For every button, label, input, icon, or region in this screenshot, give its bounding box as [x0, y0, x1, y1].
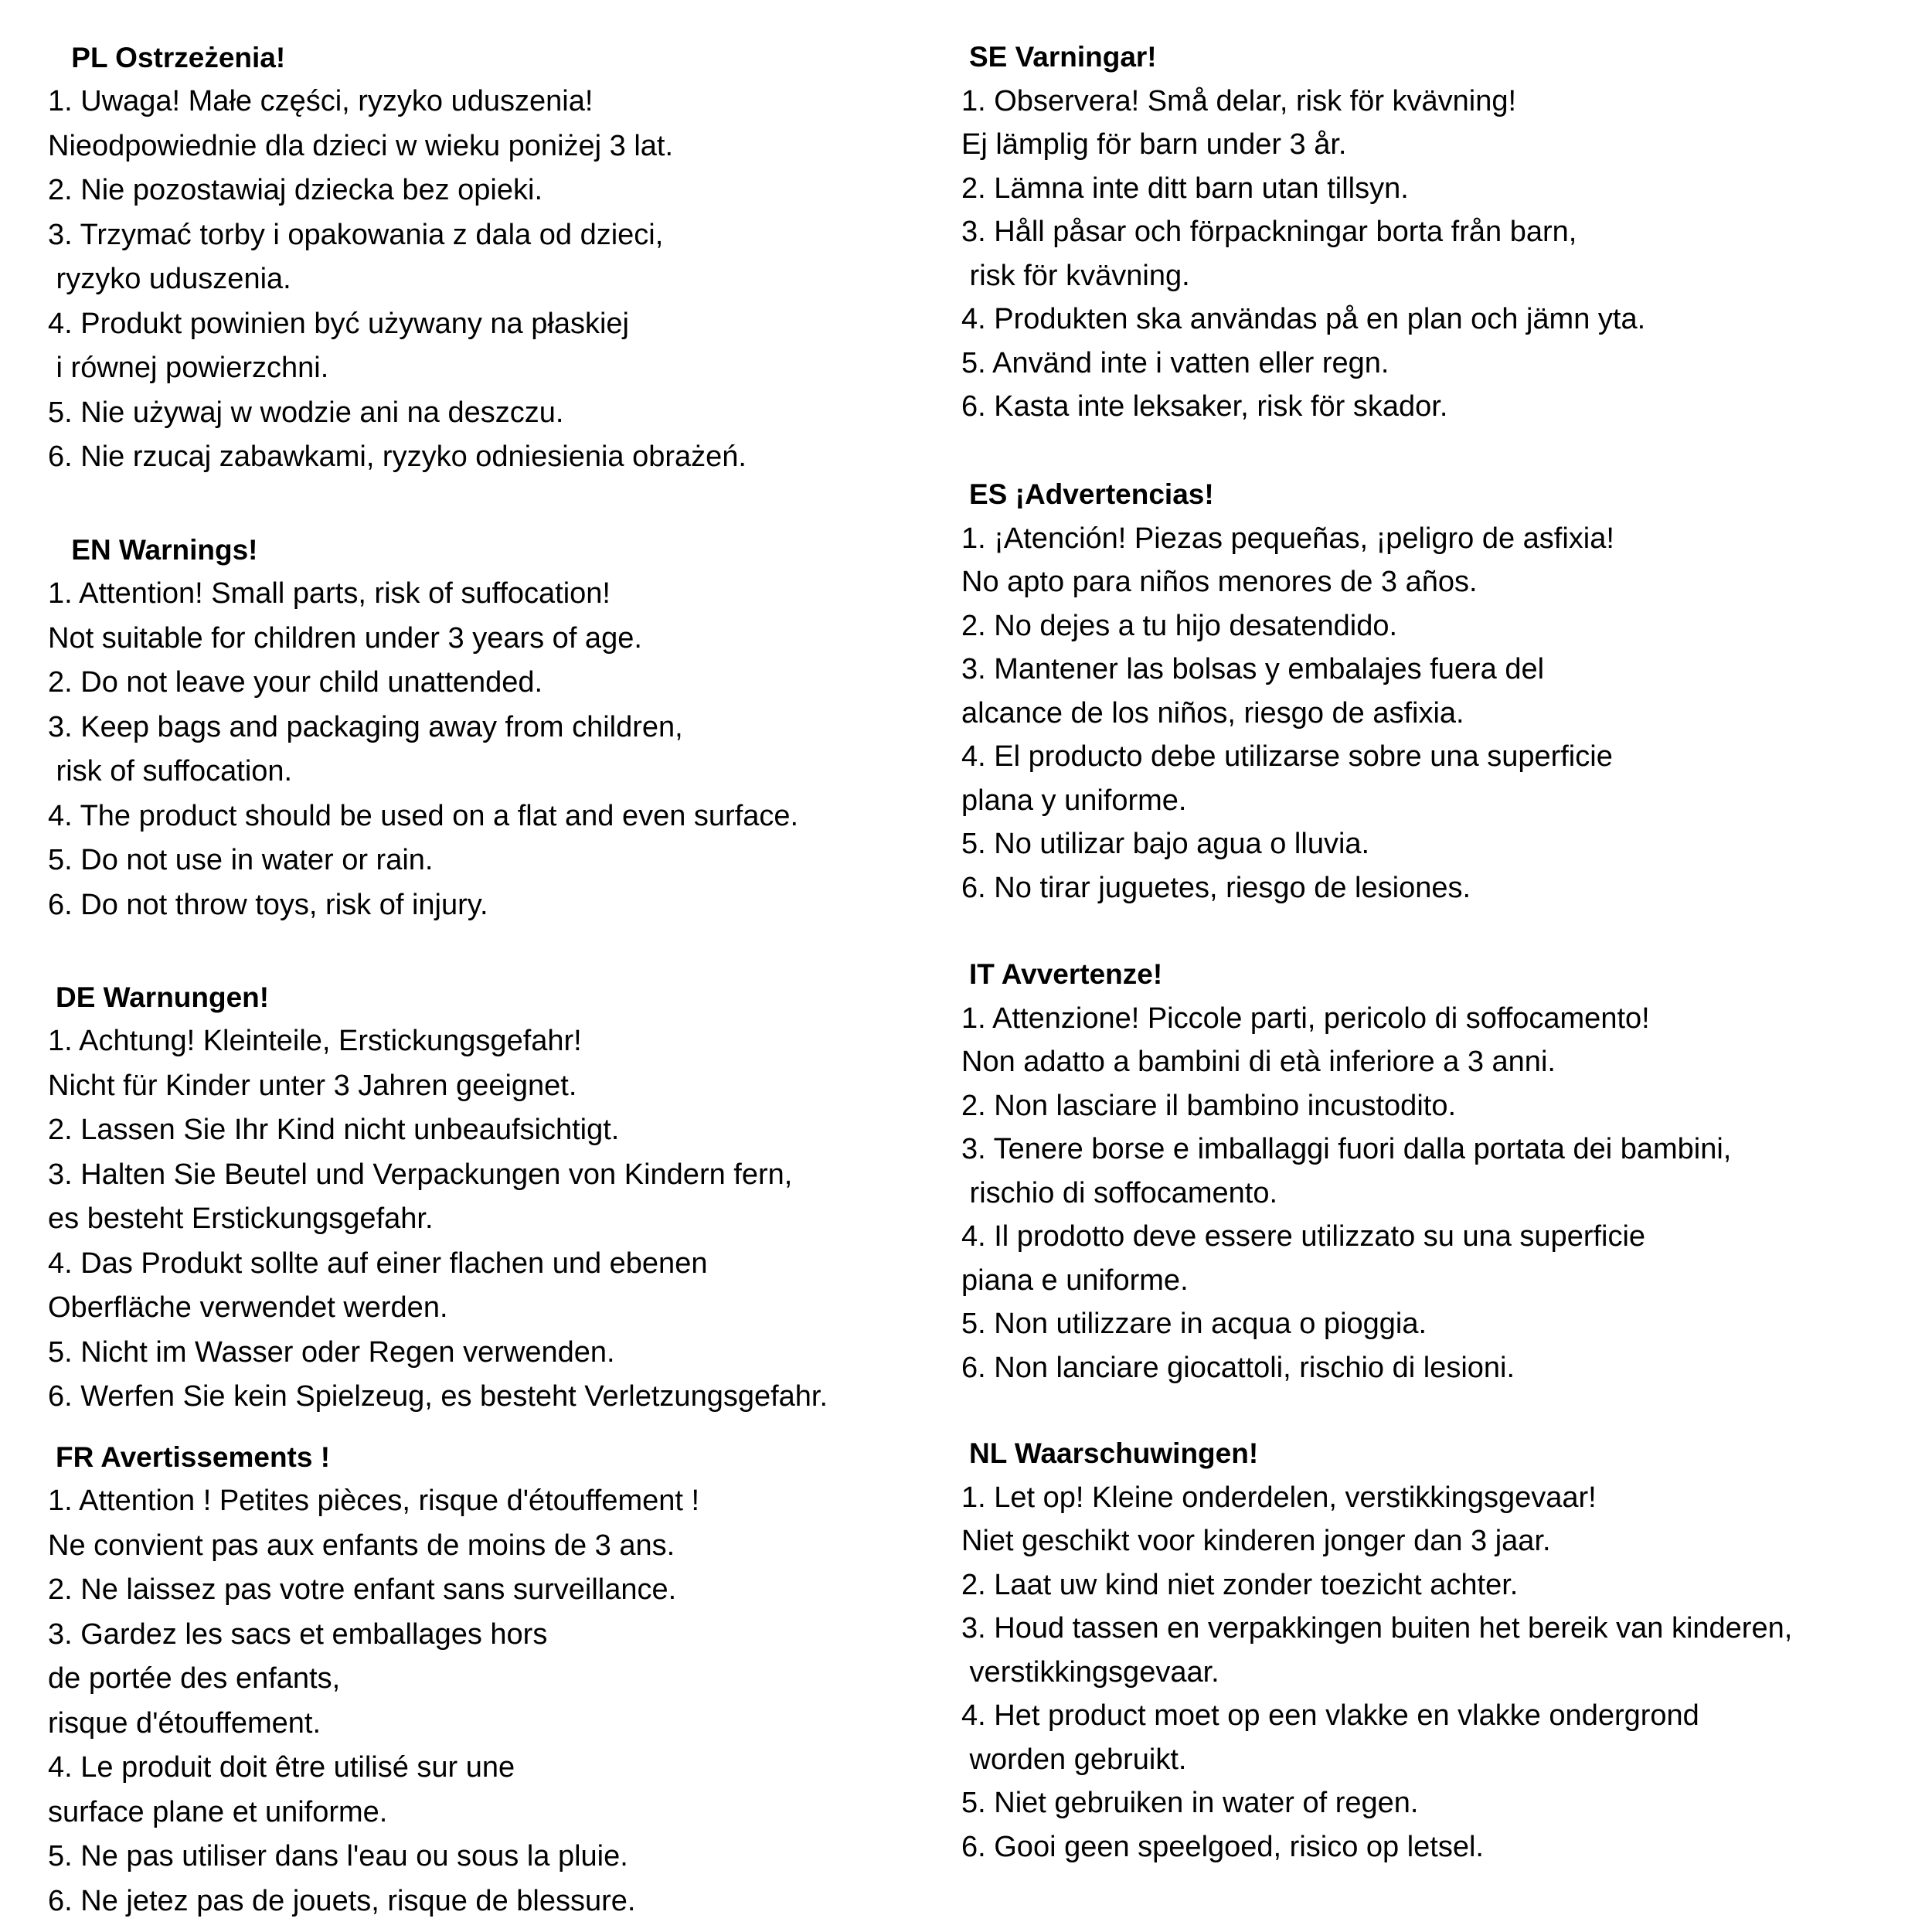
line-fr-9: 5. Ne pas utiliser dans l'eau ou sous la pluie.	[48, 1840, 628, 1872]
line-it-7: piana e uniforme.	[961, 1264, 1189, 1297]
line-fr-10: 6. Ne jetez pas de jouets, risque de blessure.	[48, 1884, 636, 1917]
line-se-4: 3. Håll påsar och förpackningar borta från barn,	[961, 216, 1577, 248]
line-pl-7: i równej powierzchni.	[48, 352, 329, 384]
line-fr-2: Ne convient pas aux enfants de moins de 3 ans.	[48, 1529, 675, 1562]
line-nl-5: verstikkingsgevaar.	[961, 1655, 1219, 1689]
line-fr-3: 2. Ne laissez pas votre enfant sans surveillance.	[48, 1573, 677, 1606]
line-it-1: 1. Attenzione! Piccole parti, pericolo di soffocamento!	[961, 1002, 1650, 1035]
section-pl	[48, 36, 747, 480]
line-fr-4: 3. Gardez les sacs et emballages hors	[48, 1617, 548, 1651]
line-es-8: 5. No utilizar bajo agua o lluvia.	[961, 828, 1370, 860]
line-fr-7: 4. Le produit doit être utilisé sur une	[48, 1751, 515, 1784]
line-es-4: 3. Mantener las bolsas y embalajes fuera del	[961, 653, 1545, 685]
line-nl-8: 5. Niet gebruiken in water of regen.	[961, 1787, 1419, 1819]
line-nl-1: 1. Let op! Kleine onderdelen, verstikkingsgevaar!	[961, 1481, 1597, 1514]
line-nl-3: 2. Laat uw kind niet zonder toezicht achter.	[961, 1568, 1519, 1601]
line-es-1: 1. ¡Atención! Piezas pequeñas, ¡peligro de asfixia!	[961, 522, 1614, 555]
section-it	[961, 953, 1731, 1389]
line-it-9: 6. Non lanciare giocattoli, rischio di lesioni.	[961, 1351, 1515, 1384]
line-de-9: 6. Werfen Sie kein Spielzeug, es besteht Verletzungsgefahr.	[48, 1380, 828, 1413]
line-en-6: 4. The product should be used on a flat and even surface.	[48, 799, 799, 832]
line-de-8: 5. Nicht im Wasser oder Regen verwenden.	[48, 1335, 615, 1369]
line-pl-2: Nieodpowiednie dla dzieci w wieku poniżej 3 lat.	[48, 129, 674, 162]
line-pl-8: 5. Nie używaj w wodzie ani na deszczu.	[48, 396, 564, 429]
line-se-3: 2. Lämna inte ditt barn utan tillsyn.	[961, 172, 1409, 205]
line-de-2: Nicht für Kinder unter 3 Jahren geeignet.	[48, 1069, 577, 1102]
line-it-5: rischio di soffocamento.	[961, 1176, 1278, 1209]
line-it-4: 3. Tenere borse e imballaggi fuori dalla portata dei bambini,	[961, 1133, 1732, 1165]
line-en-2: Not suitable for children under 3 years of age.	[48, 621, 642, 655]
section-fr	[48, 1435, 699, 1923]
section-es	[961, 473, 1614, 910]
line-nl-9: 6. Gooi geen speelgoed, risico op letsel.	[961, 1830, 1484, 1863]
line-en-3: 2. Do not leave your child unattended.	[48, 666, 543, 699]
line-se-8: 6. Kasta inte leksaker, risk för skador.	[961, 390, 1448, 423]
line-de-7: Oberfläche verwendet werden.	[48, 1291, 448, 1324]
line-pl-4: 3. Trzymać torby i opakowania z dala od dzieci,	[48, 218, 664, 251]
line-fr-6: risque d'étouffement.	[48, 1706, 321, 1740]
line-nl-6: 4. Het product moet op een vlakke en vlakke ondergrond	[961, 1699, 1699, 1732]
line-fr-5: de portée des enfants,	[48, 1662, 341, 1695]
line-se-6: 4. Produkten ska användas på en plan och jämn yta.	[961, 303, 1646, 335]
line-en-5: risk of suffocation.	[48, 755, 293, 787]
line-en-8: 6. Do not throw toys, risk of injury.	[48, 888, 488, 921]
line-es-9: 6. No tirar juguetes, riesgo de lesiones.	[961, 871, 1471, 904]
section-de	[48, 975, 828, 1420]
line-it-2: Non adatto a bambini di età inferiore a 3 anni.	[961, 1046, 1556, 1078]
line-se-1: 1. Observera! Små delar, risk för kvävning!	[961, 84, 1517, 117]
line-en-1: 1. Attention! Small parts, risk of suffocation!	[48, 577, 611, 610]
line-pl-1: 1. Uwaga! Małe części, ryzyko uduszenia!	[48, 85, 594, 117]
line-se-7: 5. Använd inte i vatten eller regn.	[961, 346, 1389, 379]
line-it-3: 2. Non lasciare il bambino incustodito.	[961, 1089, 1457, 1122]
line-de-1: 1. Achtung! Kleinteile, Erstickungsgefahr!	[48, 1025, 582, 1057]
section-title-it: IT Avvertenze!	[969, 958, 1163, 990]
line-es-6: 4. El producto debe utilizarse sobre una superficie	[961, 740, 1613, 773]
line-se-5: risk för kvävning.	[961, 259, 1190, 292]
line-it-8: 5. Non utilizzare in acqua o pioggia.	[961, 1308, 1427, 1340]
section-nl	[961, 1432, 1792, 1869]
line-de-3: 2. Lassen Sie Ihr Kind nicht unbeaufsichtigt.	[48, 1114, 620, 1146]
section-title-nl: NL Waarschuwingen!	[969, 1437, 1259, 1469]
line-nl-2: Niet geschikt voor kinderen jonger dan 3 jaar.	[961, 1525, 1551, 1557]
section-title-fr: FR Avertissements !	[56, 1441, 331, 1473]
line-pl-6: 4. Produkt powinien być używany na płaskiej	[48, 307, 629, 340]
line-it-6: 4. Il prodotto deve essere utilizzato su una superficie	[961, 1220, 1646, 1253]
line-en-4: 3. Keep bags and packaging away from children,	[48, 710, 683, 743]
line-pl-3: 2. Nie pozostawiaj dziecka bez opieki.	[48, 174, 543, 206]
section-title-es: ES ¡Advertencias!	[969, 478, 1214, 510]
line-nl-7: worden gebruikt.	[961, 1743, 1187, 1776]
line-nl-4: 3. Houd tassen en verpakkingen buiten het bereik van kinderen,	[961, 1612, 1793, 1645]
line-fr-1: 1. Attention ! Petites pièces, risque d'étouffement !	[48, 1485, 700, 1517]
line-es-2: No apto para niños menores de 3 años.	[961, 566, 1478, 598]
line-es-7: plana y uniforme.	[961, 784, 1187, 817]
line-pl-5: ryzyko uduszenia.	[48, 263, 291, 295]
line-fr-8: surface plane et uniforme.	[48, 1795, 388, 1828]
line-de-5: es besteht Erstickungsgefahr.	[48, 1202, 434, 1235]
line-de-4: 3. Halten Sie Beutel und Verpackungen von Kindern fern,	[48, 1158, 793, 1191]
section-title-se: SE Varningar!	[969, 41, 1157, 73]
section-title-pl: PL Ostrzeżenia!	[63, 42, 286, 73]
section-title-de: DE Warnungen!	[56, 981, 270, 1013]
line-es-3: 2. No dejes a tu hijo desatendido.	[961, 609, 1398, 642]
section-se	[961, 36, 1645, 429]
line-de-6: 4. Das Produkt sollte auf einer flachen und ebenen	[48, 1247, 708, 1280]
section-en	[48, 528, 798, 927]
line-es-5: alcance de los niños, riesgo de asfixia.	[961, 696, 1464, 730]
line-pl-9: 6. Nie rzucaj zabawkami, ryzyko odniesienia obrażeń.	[48, 440, 747, 473]
section-title-en: EN Warnings!	[63, 534, 258, 566]
line-se-2: Ej lämplig för barn under 3 år.	[961, 128, 1347, 161]
line-en-7: 5. Do not use in water or rain.	[48, 844, 434, 876]
